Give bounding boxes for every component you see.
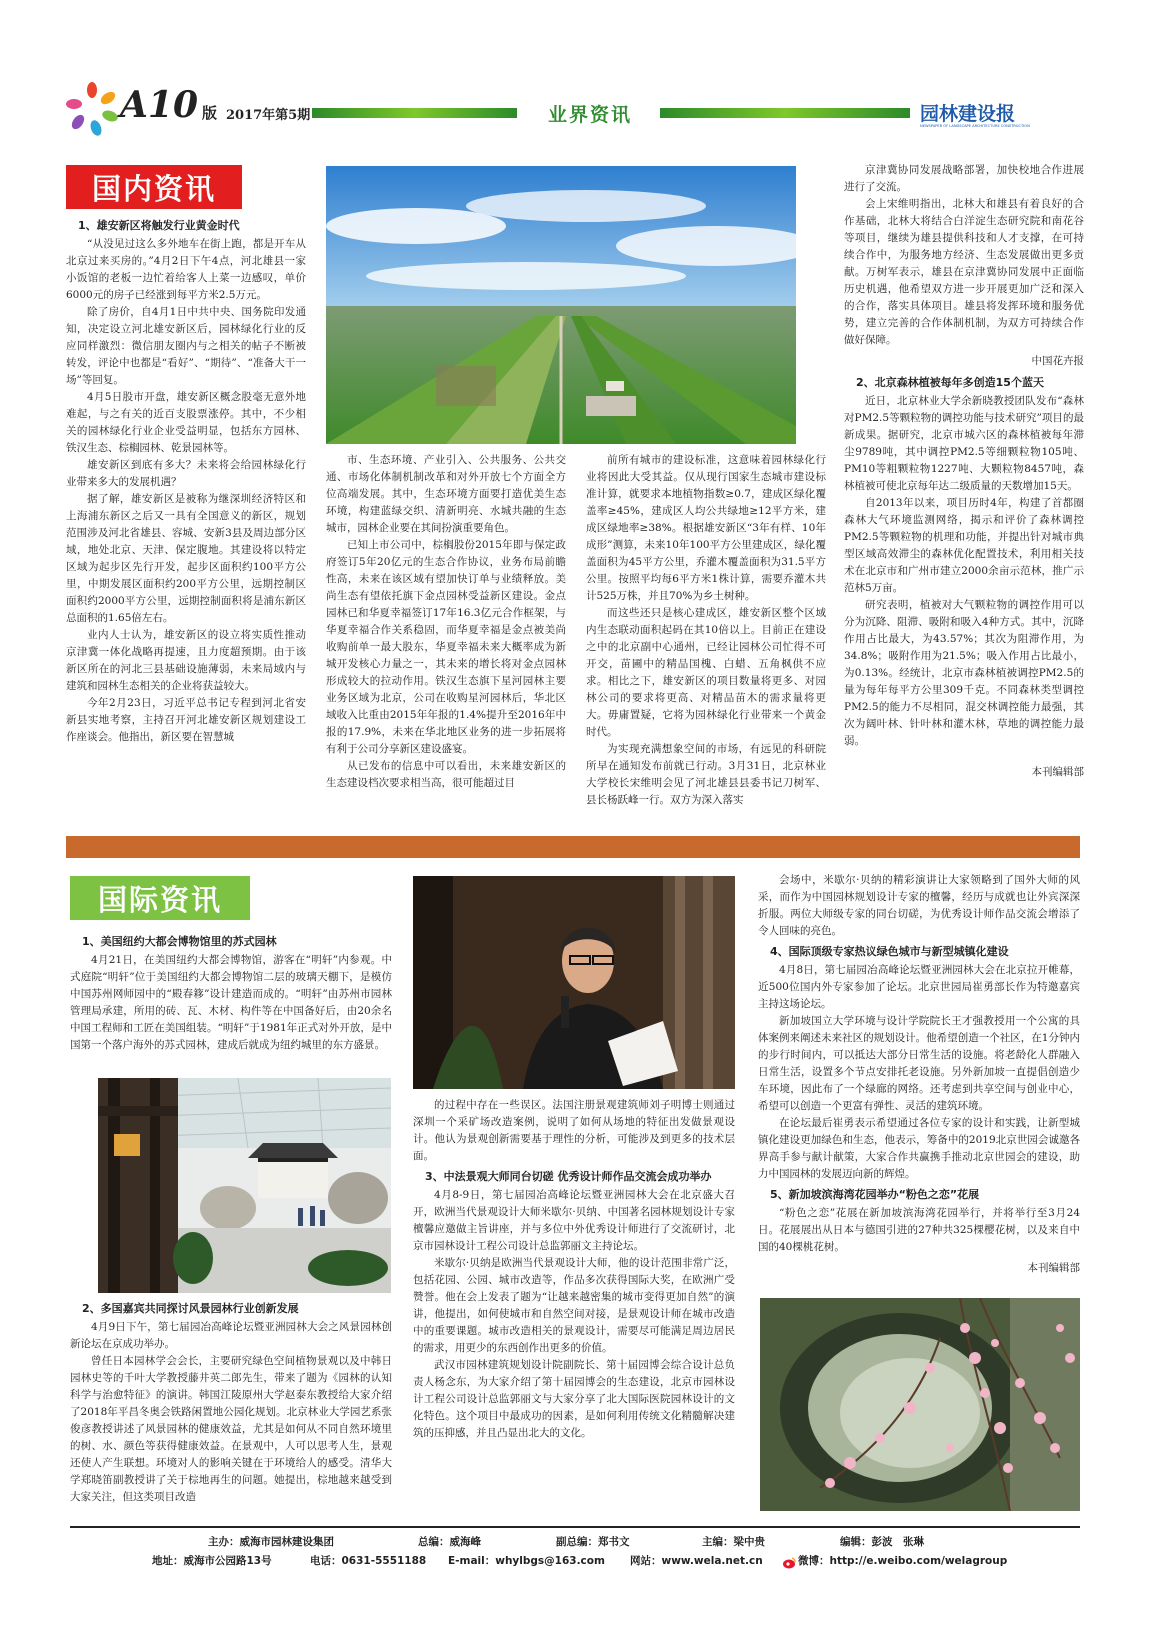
article-source: 中国花卉报 <box>1031 355 1084 367</box>
footer-website: 网站：www.wela.net.cn <box>630 1555 763 1567</box>
footer-rule <box>70 1526 1080 1528</box>
footer-email: E-mail：whylbgs@163.com <box>448 1555 605 1567</box>
header-bar-right <box>660 108 910 118</box>
paragraph: 已知上市公司中，棕榈股份2015年即与保定政府签订5年20亿元的生态合作协议，业务布局前瞻性高，未来在该区域有望加快订单与业绩释放。美尚生态有望依托旗下金点园林受益新区建设。金点园林已和华夏幸福签订17年16.3亿元合作框架，与华夏幸福合作关系稳固，而华夏幸福是金点被美尚收购前单一最大股东，华夏幸福未来大概率成为新城开发核心力量之一，其未来的增长将对金点园林形成较大的拉动作用。铁汉生态旗下星河园林主要业务区域为北京，公司在收购星河园林后，华北区域收入比重由2015年年报的1.4%提升至2016年中报的17.9%，未来在华北地区业务的进一步拓展将有利于公司分享新区建设盛宴。 <box>326 539 566 755</box>
paragraph: 4月8-9日，第七届园冶高峰论坛暨亚洲园林大会在北京盛大召开，欧洲当代景观设计大师米歇尔·贝纳、中国著名园林规划设计专家檀馨应邀做主旨讲座，并与多位中外优秀设计师进行了交流研讨，北京市园林设计工程公司设计总监郭丽文主持论坛。 <box>413 1189 735 1252</box>
masthead-subtitle: NEWSPAPER OF LANDSCAPE ARCHITECTURE CONSTRUCTION <box>920 124 1030 128</box>
footer-address: 地址：威海市公园路13号 <box>152 1555 272 1567</box>
domestic-column-2 <box>326 452 566 826</box>
paragraph: 会上宋维明指出，北林大和雄县有着良好的合作基础，北林大将结合白洋淀生态研究院和南花谷等项目，继续为雄县提供科技和人才支撑，在可持续合作中，为服务地方经济、生态发展做出更多贡献。万树军表示，雄县在京津冀协同发展中正面临历史机遇，他希望双方进一步开展更加广泛和深入的合作，落实具体项目。雄县将发挥环境和服务优势，建立完善的合作体制机制，为双方可持续合作做好保障。 <box>844 198 1084 346</box>
intl-article3-title: 3、中法景观大师同台切磋 优秀设计师作品交流会成功举办 <box>425 1170 712 1183</box>
paragraph: 新加坡国立大学环境与设计学院院长王才强教授用一个公寓的具体案例来阐述未来社区的规划设计。他希望创造一个社区，在1分钟内的步行时间内，可以抵达大部分日常生活的设施。将老龄化人群融入日常生活，设置多个节点安排托老设施。另外新加坡一直提倡创造少车环境，因此布了一个绿廊的网络。还考虑到共享空间与创业中心，希望可以创造一个更富有弹性、灵活的建筑环境。 <box>758 1015 1080 1112</box>
intl-article5-title: 5、新加坡滨海湾花园举办“粉色之恋”花展 <box>770 1188 980 1201</box>
paragraph: 武汉市园林建筑规划设计院副院长、第十届园博会综合设计总负责人杨念东，为大家介绍了第十届园博会的生态建设，北京市园林设计工程公司设计总监郭丽文与大家分享了北大国际医院园林设计的文化特色。这个项目中最成功的因素，是如何利用传统文化精髓解决建筑的压抑感，并且凸显出北大的文化。 <box>413 1359 735 1439</box>
paragraph: 4月21日，在美国纽约大都会博物馆，游客在“明轩”内参观。中式庭院“明轩”位于美国纽约大都会博物馆二层的玻璃天棚下，是模仿中国苏州网师园中的“殿春簃”设计建造而成的。“明轩”由苏州市园林管理局承建，所用的砖、瓦、木材、构件等在中国备好后，由20余名中国工程师和工匠在美国组装。“明轩”于1981年正式对外开放，是中国第一个落户海外的苏式园林，建成后就成为纽约城里的东方盛景。 <box>70 954 392 1051</box>
international-column-3 <box>758 872 1080 1290</box>
page-suffix: 版 <box>202 104 218 122</box>
paragraph: 4月8日，第七届园冶高峰论坛暨亚洲园林大会在北京拉开帷幕，近500位国内外专家参加了论坛。北京世园局崔勇部长作为特邀嘉宾主持这场论坛。 <box>758 964 1080 1010</box>
paragraph: 会场中，米歇尔·贝纳的精彩演讲让大家领略到了国外大师的风采，而作为中国园林规划设计专家的檀馨，经历与成就也让外宾深深折服。两位大师级专家的同台切磋，为优秀设计师作品交流会增添了令人回味的亮色。 <box>758 874 1080 937</box>
footer-editor-in-chief: 总编：威海峰 <box>418 1536 481 1548</box>
paragraph: 曾任日本园林学会会长，主要研究绿色空间植物景观以及中韩日园林史等的千叶大学教授藤井英二郎先生，带来了题为《园林的认知科学与治愈特征》的演讲。韩国江陵原州大学赵泰东教授给大家介绍了2018年平昌冬奥会铁路闲置地公园化规划。北京林业大学园艺系张俊彦教授讲述了风景园林的健康效益，尤其是如何从不同自然环境里的树、水、颜色等获得健康效益。在景观中，人可以思考人生，景观还使人产生联想。环境对人的影响关键在于环境给人的感受。清华大学郑晓笛副教授讲了关于棕地再生的问题。她提出，棕地越来越受到大家关注，但这类项目改造 <box>70 1355 392 1503</box>
domestic-banner-label: 国内资讯 <box>91 171 216 206</box>
section-divider <box>66 836 1080 858</box>
paragraph: 从已发布的信息中可以看出，未来雄安新区的生态建设档次要求相当高，很可能超过目 <box>326 760 566 789</box>
footer-weibo: 微博：http://e.weibo.com/welagroup <box>798 1555 1008 1567</box>
intl-article1-title: 1、美国纽约大都会博物馆里的苏式园林 <box>82 935 277 948</box>
logo-petals-icon <box>64 80 120 136</box>
paragraph: 自2013年以来，项目历时4年，构建了首都圈森林大气环境监测网络，揭示和评价了森林调控PM2.5等颗粒物的机理和功能，并提出针对城市典型区域高效滞尘的森林优化配置技术，利用相关技术在北京市和广州市建立2000余亩示范林，推广示范林5万亩。 <box>844 497 1084 594</box>
article-source: 本刊编辑部 <box>1027 1262 1080 1274</box>
paragraph: 京津冀协同发展战略部署，加快校地合作进展进行了交流。 <box>844 164 1084 193</box>
international-banner-label: 国际资讯 <box>97 882 222 917</box>
paragraph: 今年2月23日，习近平总书记专程到河北省安新县实地考察，主持召开河北雄安新区规划建设工作座谈会。他指出，新区要在智慧城 <box>66 697 306 743</box>
footer-phone: 电话：0631-5551188 <box>310 1555 427 1567</box>
paragraph: 前所有城市的建设标准，这意味着园林绿化行业将因此大受其益。仅从现行国家生态城市建设标准计算，就要求本地植物指数≥0.7，建成区绿化覆盖率≥45%，建成区人均公共绿地≥12平方米，建成区绿地率≥38%。根据雄安新区“3年有样、10年成形”测算，未来10年100平方公里建成区，绿化覆盖面积为45平方公里，乔灌木覆盖面积为31.5平方公里。按照平均每6平方米1株计算，需要乔灌木共计525万株，并且70%为乡土树种。 <box>586 454 826 602</box>
footer-host: 主办：威海市园林建设集团 <box>208 1536 334 1548</box>
domestic-banner <box>66 165 242 209</box>
paragraph: 除了房价，自4月1日中共中央、国务院印发通知，决定设立河北雄安新区后，园林绿化行业的反应同样激烈：微信朋友圈内与之相关的帖子不断被转发，评论中也都是“看好”、“期待”、“准备大干一场”等回复。 <box>66 306 306 386</box>
paragraph: 4月5日股市开盘，雄安新区概念股毫无意外地难起，与之有关的近百支股票涨停。其中，不少相关的园林绿化行业企业受益明显，包括东方园林、铁汉生态、棕榈园林、乾景园林等。 <box>66 391 306 454</box>
paragraph: 在论坛最后崔勇表示希望通过各位专家的设计和实践，让新型城镇化建设更加绿色和生态，他表示，筹备中的2019北京世园会诚邀各界高手参与献计献策，大家合作共赢携手推动北京世园会的建设，助力中国园林的发展迈向新的辉煌。 <box>758 1117 1080 1180</box>
xiongan-aerial-photo <box>326 166 796 444</box>
paragraph: 市、生态环境、产业引入、公共服务、公共交通、市场化体制机制改革和对外开放七个方面全方位高端发展。其中，生态环境方面要打造优美生态环境，构建蓝绿交织、清新明亮、水城共融的生态城市，园林企业要在其间扮演重要角色。 <box>326 454 566 534</box>
domestic-article2-title: 2、北京森林植被每年多创造15个蓝天 <box>856 376 1044 389</box>
section-title: 业界资讯 <box>547 104 632 126</box>
paragraph: 雄安新区到底有多大？未来将会给园林绿化行业带来多大的发展机遇？ <box>66 459 306 488</box>
international-column-2 <box>413 1097 735 1513</box>
cherry-blossom-photo <box>760 1298 1080 1511</box>
paragraph: 业内人士认为，雄安新区的设立将实质性推动京津冀一体化战略再提速，且力度超预期。由于该新区所在的河北三县基础设施薄弱，未来局域内与建筑和园林生态相关的企业将获益较大。 <box>66 629 306 692</box>
footer-deputy-editor: 副总编：郑书文 <box>556 1536 630 1548</box>
paragraph: “从没见过这么多外地车在街上跑，都是开车从北京过来买房的。”4月2日下午4点，河北雄县一家小饭馆的老板一边忙着给客人上菜一边感叹，单价6000元的房子已经涨到每平方米2.5万元。 <box>66 238 306 301</box>
page-number <box>120 84 198 126</box>
domestic-article1-title: 1、雄安新区将触发行业黄金时代 <box>78 219 240 232</box>
weibo-icon <box>782 1554 796 1566</box>
paragraph: “粉色之恋”花展在新加坡滨海湾花园举行，并将举行至3月24日。花展展出从日本与德国引进的27种共325棵樱花树，以及来自中国的40棵桃花树。 <box>758 1207 1080 1253</box>
paragraph: 米歇尔·贝纳是欧洲当代景观设计大师，他的设计范围非常广泛，包括花园、公园、城市改造等，作品多次获得国际大奖，在欧洲广受赞誉。他在会上发表了题为“让越来越密集的城市变得更加自然”的演讲，他提出，如何使城市和自然空间对接，是景观设计师在城市改造中的重要课题。城市改造相关的景观设计，需要尽可能满足周边居民的需求，用更少的东西创作出更多的价值。 <box>413 1257 735 1354</box>
international-banner <box>70 876 250 920</box>
paragraph: 4月9日下午，第七届园冶高峰论坛暨亚洲园林大会之风景园林创新论坛在京成功举办。 <box>70 1321 392 1350</box>
intl-article2-title: 2、多国嘉宾共同探讨风景园林行业创新发展 <box>82 1302 299 1315</box>
international-column-1b <box>70 1297 392 1513</box>
paragraph: 据了解，雄安新区是被称为继深圳经济特区和上海浦东新区之后又一具有全国意义的新区，规划范围涉及河北省雄县、容城、安新3县及周边部分区域，地处北京、天津、保定腹地。其建设将以特定区域为起步区先行开发，起步区面积约100平方公里，中期发展区面积约200平方公里，远期控制区面积约2000平方公里，远期控制面积将是浦东新区总面积的1.65倍左右。 <box>66 493 306 624</box>
international-column-1a <box>70 930 392 1075</box>
intl-article4-title: 4、国际顶级专家热议绿色城市与新型城镇化建设 <box>770 945 1009 958</box>
footer-editors: 编辑：彭波 张琳 <box>840 1536 924 1548</box>
domestic-column-4 <box>844 162 1084 826</box>
domestic-column-1 <box>66 214 306 826</box>
paragraph: 为实现充满想象空间的市场，有远见的科研院所早在通知发布前就已行动。3月31日，北京林业大学校长宋维明会见了河北雄县县委书记刀树军、县长杨跃峰一行。双方为深入落实 <box>586 743 826 806</box>
page-letter: A10 <box>120 84 199 126</box>
paragraph: 近日，北京林业大学余新晓教授团队发布“森林对PM2.5等颗粒物的调控功能与技术研究”项目的最新成果。据研究，北京市城六区的森林植被每年滞尘9789吨，其中调控PM2.5等细颗粒物105吨、PM10等粗颗粒物1227吨、大颗粒物8457吨，森林植被可使北京每年达二级质量的天数增加15天。 <box>844 395 1084 492</box>
paragraph: 而这些还只是核心建成区，雄安新区整个区域内生态联动面积起码在其10倍以上。目前正在建设之中的北京副中心通州，已经让园林公司忙得不可开交，苗圃中的精品国槐、白蜡、五角枫供不应求。相比之下，雄安新区的项目数量将更多、对园林公司的要求将更高、对精品苗木的需求量将更大。毋庸置疑，它将为园林绿化行业带来一个黄金时代。 <box>586 607 826 738</box>
header-bar-left <box>312 108 517 118</box>
ming-garden-photo <box>98 1078 391 1293</box>
speaker-photo <box>413 876 735 1089</box>
masthead: 园林建设报 <box>920 103 1016 125</box>
paragraph: 的过程中存在一些误区。法国注册景观建筑师刘子明博士则通过深圳一个采矿场改造案例，说明了如何从场地的特征出发做景观设计。他认为景观创新需要基于理性的分析，可能涉及到更多的技术层面。 <box>413 1099 735 1162</box>
domestic-column-3 <box>586 452 826 826</box>
issue-label: 2017年第5期 <box>226 108 311 123</box>
footer-managing-editor: 主编：梁中贵 <box>702 1536 765 1548</box>
paragraph: 研究表明，植被对大气颗粒物的调控作用可以分为沉降、阻滞、吸附和吸入4种方式。其中，沉降作用占比最大，为43.57%；其次为阻滞作用，为34.8%；吸附作用为21.5%；吸入作用占比最小，为0.13%。经统计，北京市森林植被调控PM2.5的量为每年每平方公里309千克。不同森林类型调控PM2.5的能力不尽相同，混交林调控能力最强，其次为阔叶林、针叶林和灌木林，草地的调控能力最弱。 <box>844 599 1084 747</box>
article-source: 本刊编辑部 <box>1031 766 1084 778</box>
